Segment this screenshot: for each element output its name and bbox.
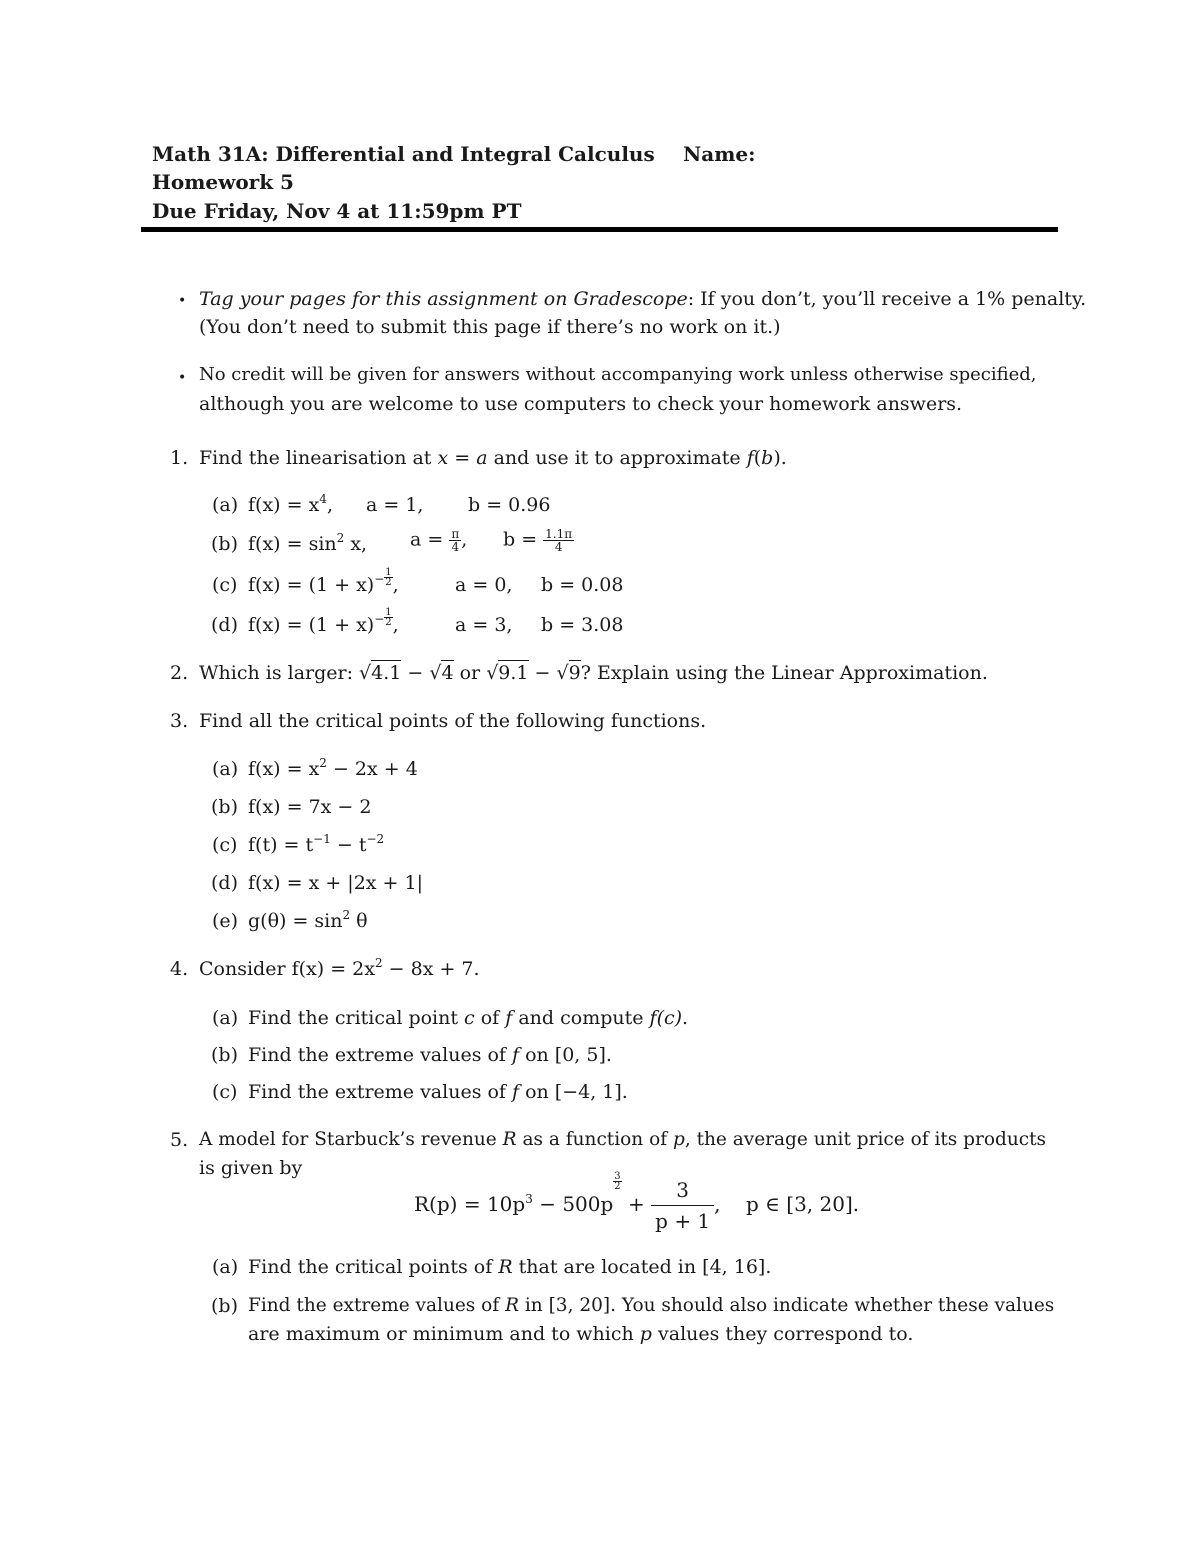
problem-1c-a: a = 0, xyxy=(455,574,513,596)
problem-3d-expr: f(x) = x + |2x + 1| xyxy=(248,872,423,894)
part-label: (a) xyxy=(212,758,239,780)
problem-number: 3. xyxy=(170,710,189,732)
problem-number: 2. xyxy=(170,662,189,684)
problem-3e-expr: $g(\theta) = \sin^2 \theta$ xyxy=(248,908,368,932)
problem-1a-a: a = 1, xyxy=(366,494,424,516)
course-title: Math 31A: Differential and Integral Calculus xyxy=(152,142,655,166)
problem-3b-expr: f(x) = 7x − 2 xyxy=(248,796,372,818)
problem-1b-expr: $f(x) = \sin^2 x$, xyxy=(248,531,368,555)
part-label: (b) xyxy=(211,1044,238,1066)
problem-4b-text: Find the extreme values of f on [0, 5]. xyxy=(248,1044,612,1066)
note-credit: No credit will be given for answers without accompanying work unless otherwise specified, xyxy=(199,364,1037,385)
bullet: • xyxy=(178,370,187,386)
problem-4-text: Consider $f(x) = 2x^2 - 8x + 7$. xyxy=(199,956,480,980)
part-label: (d) xyxy=(211,614,238,636)
problem-number: 1. xyxy=(170,447,189,469)
problem-1d-b: b = 3.08 xyxy=(541,614,624,636)
part-label: (e) xyxy=(212,910,239,932)
problem-1c-expr: f(x) = (1 + x)− $\frac{1}{2}$ , xyxy=(248,567,399,596)
problem-1b-b: b = $\frac{1.1\pi}{4}$ xyxy=(503,527,573,554)
part-label: (b) xyxy=(211,1295,238,1317)
bullet: • xyxy=(178,293,187,309)
header-rule xyxy=(141,227,1058,232)
problem-4c-text: Find the extreme values of f on [−4, 1]. xyxy=(248,1081,628,1103)
part-label: (c) xyxy=(212,1081,238,1103)
problem-1d-expr: f(x) = (1 + x)− $\frac{1}{2}$ , xyxy=(248,607,399,636)
part-label: (b) xyxy=(211,533,238,555)
due-date: Due Friday, Nov 4 at 11:59pm PT xyxy=(152,199,522,223)
note-tag-line2: (You don’t need to submit this page if there’s no work on it.) xyxy=(199,316,781,338)
note-tag: Tag your pages for this assignment on Gradescope: If you don’t, you’ll receive a 1% penalty. xyxy=(199,288,1087,310)
problem-5a-text: Find the critical points of R that are located in [4, 16]. xyxy=(248,1256,772,1278)
problem-2-text: Which is larger: √4.1 − √4 or √9.1 − √9? Explain using the Linear Approximation. xyxy=(199,662,988,684)
problem-5b-text-line2: are maximum or minimum and to which p values they correspond to. xyxy=(248,1323,914,1345)
note-credit-line2: although you are welcome to use computers to check your homework answers. xyxy=(199,393,963,415)
problem-5-text: A model for Starbuck’s revenue R as a function of p, the average unit price of its products xyxy=(199,1129,1047,1150)
problem-1a-b: b = 0.96 xyxy=(468,494,551,516)
revenue-equation: $R(p) = 10p^3 - 500p$ $\frac{3}{2}$ + $\frac{3}{p + 1}$ , p ∈ [3, 20]. xyxy=(414,1171,860,1233)
part-label: (d) xyxy=(211,872,238,894)
problem-number: 4. xyxy=(170,958,189,980)
homework-title: Homework 5 xyxy=(152,170,294,194)
problem-number: 5. xyxy=(170,1129,189,1151)
problem-1b-a: a = $\frac{\pi}{4}$ , xyxy=(410,527,468,554)
part-label: (c) xyxy=(212,834,238,856)
name-label: Name: xyxy=(683,142,756,166)
problem-3c-expr: $f(t) = t^{-1} - t^{-2}$ xyxy=(248,832,385,856)
problem-5-text-line2: is given by xyxy=(199,1157,303,1179)
problem-4a-text: Find the critical point c of f and compute f(c). xyxy=(248,1007,689,1029)
problem-5b-text: Find the extreme values of R in [3, 20]. You should also indicate whether these values xyxy=(248,1295,1055,1316)
problem-3a-expr: $f(x) = x^2 - 2x + 4$ xyxy=(248,756,418,780)
part-label: (a) xyxy=(212,494,239,516)
problem-1c-b: b = 0.08 xyxy=(541,574,624,596)
problem-1-text: Find the linearisation at x = a and use it to approximate f(b). xyxy=(199,447,787,469)
problem-1a-expr: $f(x) = x^4$, xyxy=(248,492,333,516)
problem-1d-a: a = 3, xyxy=(455,614,513,636)
part-label: (a) xyxy=(212,1007,239,1029)
problem-3-text: Find all the critical points of the following functions. xyxy=(199,710,707,732)
part-label: (b) xyxy=(211,796,238,818)
part-label: (a) xyxy=(212,1256,239,1278)
part-label: (c) xyxy=(212,574,238,596)
